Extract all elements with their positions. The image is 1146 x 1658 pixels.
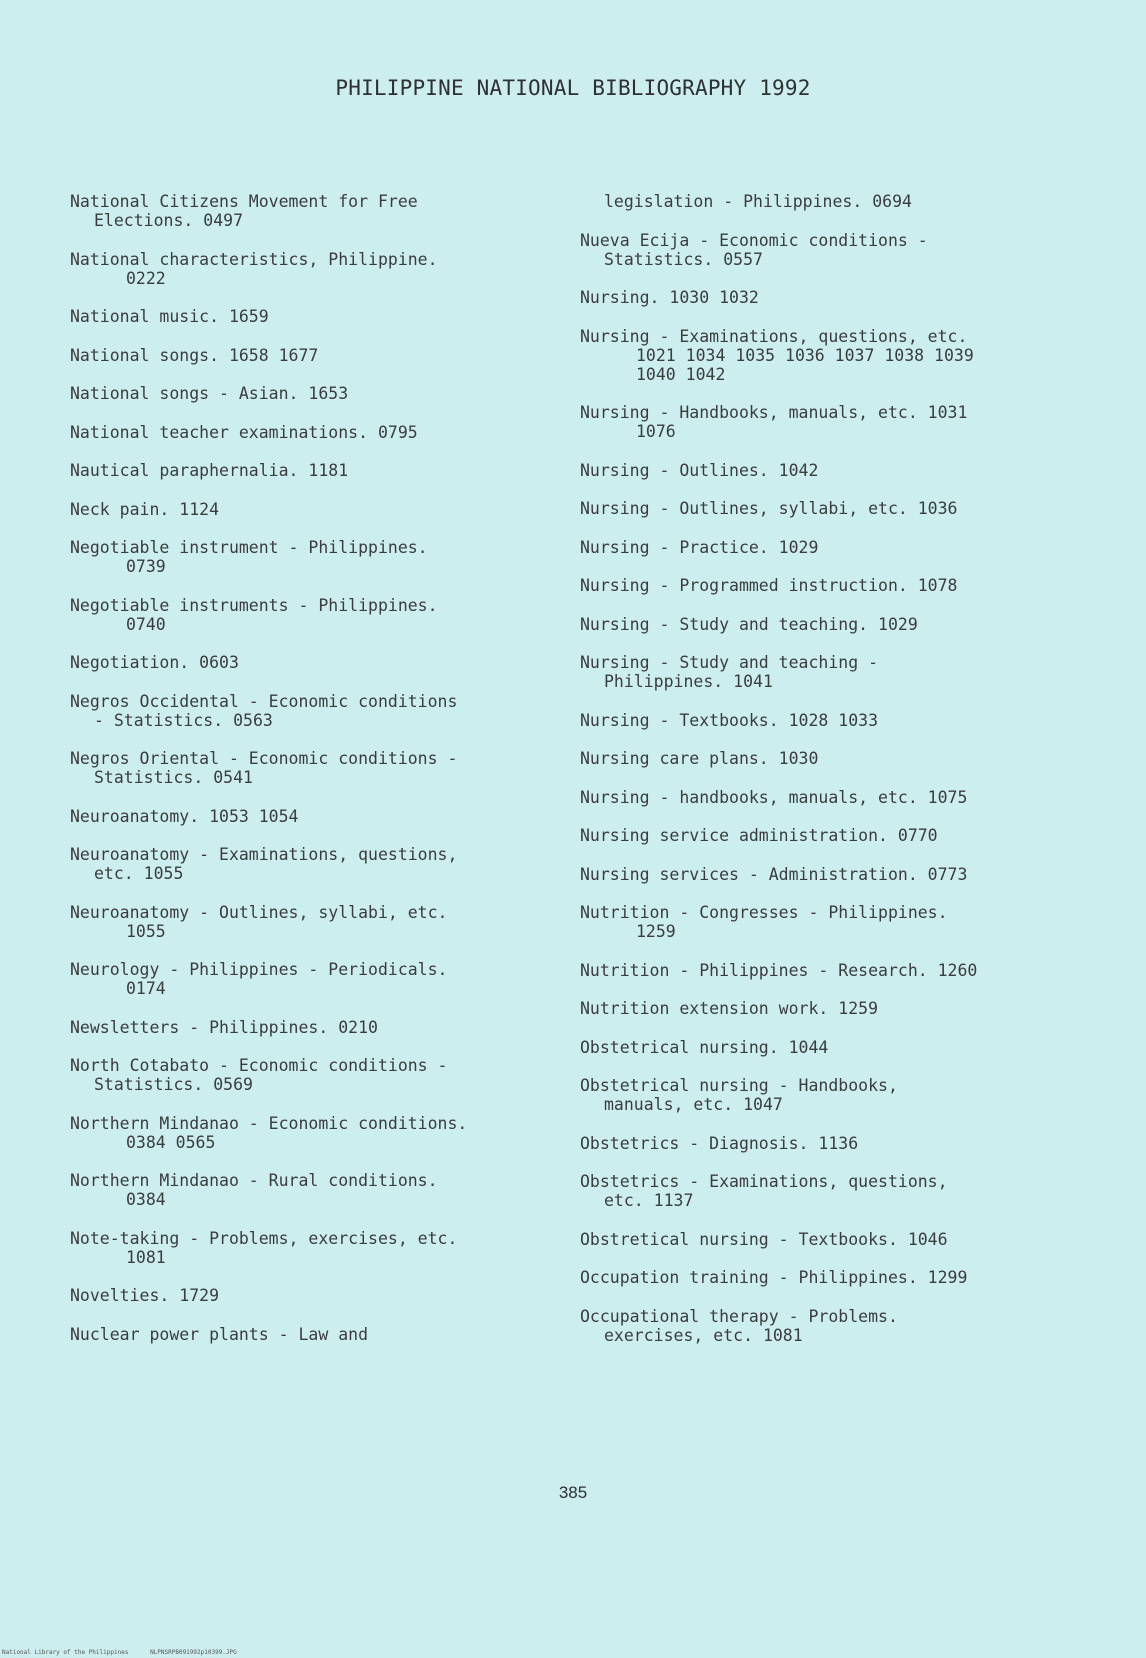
entry-heading: National songs. 1658 1677: [70, 345, 319, 365]
left-column: [70, 192, 540, 1363]
entry-continuation: 0222: [126, 268, 166, 288]
entry-heading: Neuroanatomy. 1053 1054: [70, 806, 299, 826]
entry-heading: Northern Mindanao - Rural conditions.: [70, 1171, 438, 1190]
index-entry: [580, 576, 1060, 595]
entry-heading: Nursing - Textbooks. 1028 1033: [580, 710, 879, 730]
entry-heading: Nursing service administration. 0770: [580, 826, 938, 845]
entry-heading: Nursing - Handbooks, manuals, etc. 1031: [580, 403, 968, 422]
entry-heading: National music. 1659: [70, 307, 269, 326]
entry-heading: Nursing - Examinations, questions, etc.: [580, 326, 968, 346]
entry-heading: National characteristics, Philippine.: [70, 249, 438, 269]
footer-file: NLPNSRPB091992p10399.JPG: [150, 1649, 237, 1656]
index-entry: [580, 538, 1060, 557]
index-entry: [580, 192, 1060, 211]
entry-heading: Neuroanatomy - Outlines, syllabi, etc.: [70, 902, 448, 922]
index-entry: [70, 903, 540, 941]
index-entry: [70, 692, 540, 730]
entry-heading: Negros Oriental - Economic conditions -: [70, 749, 458, 768]
entry-continuation: 1081: [126, 1247, 166, 1267]
entry-continuation: 0384 0565: [126, 1132, 216, 1152]
entry-heading: Nutrition - Philippines - Research. 1260: [580, 960, 978, 980]
index-entry: [580, 1076, 1060, 1114]
page-title: PHILIPPINE NATIONAL BIBLIOGRAPHY 1992: [335, 76, 811, 100]
entry-continuation: exercises, etc. 1081: [604, 1325, 803, 1345]
entry-heading: Nursing - Outlines, syllabi, etc. 1036: [580, 499, 958, 518]
index-entry: [580, 1038, 1060, 1057]
index-entry: [70, 653, 540, 672]
index-entry: [580, 288, 1060, 307]
entry-heading: Nueva Ecija - Economic conditions -: [580, 230, 928, 250]
entry-heading: Negotiable instruments - Philippines.: [70, 595, 438, 615]
footer: [2, 1649, 255, 1656]
index-entry: [70, 250, 540, 288]
entry-heading: Nursing - handbooks, manuals, etc. 1075: [580, 787, 968, 807]
entry-heading: Neurology - Philippines - Periodicals.: [70, 960, 448, 979]
entry-heading: Nursing - Practice. 1029: [580, 537, 819, 557]
entry-heading: Obstetrical nursing. 1044: [580, 1037, 829, 1057]
entry-heading: Negotiation. 0603: [70, 653, 239, 672]
index-entry: [580, 615, 1060, 634]
index-entry: [70, 461, 540, 480]
index-entry: [580, 826, 1060, 845]
right-column: [580, 192, 1060, 1364]
index-entry: [70, 1018, 540, 1037]
index-entry: [70, 807, 540, 826]
index-entry: [70, 384, 540, 403]
entry-heading: National teacher examinations. 0795: [70, 422, 418, 442]
entry-heading: Nursing - Study and teaching -: [580, 653, 879, 672]
index-entry: [580, 788, 1060, 807]
entry-heading: Nutrition extension work. 1259: [580, 999, 879, 1018]
entry-continuation: - Statistics. 0563: [94, 710, 273, 730]
index-entry: [580, 1268, 1060, 1287]
entry-heading: Novelties. 1729: [70, 1286, 220, 1305]
entry-continuation: etc. 1137: [604, 1191, 694, 1210]
entry-heading: Obstetrics - Diagnosis. 1136: [580, 1133, 859, 1153]
index-entry: [580, 403, 1060, 441]
entry-continuation: Statistics. 0557: [604, 249, 763, 269]
entry-heading: Occupational therapy - Problems.: [580, 1306, 898, 1326]
entry-continuation: 0739: [126, 557, 166, 576]
entry-heading: Nautical paraphernalia. 1181: [70, 461, 349, 480]
index-entry: [580, 999, 1060, 1018]
index-entry: [580, 1172, 1060, 1210]
index-entry: [580, 231, 1060, 269]
index-entry: [580, 1134, 1060, 1153]
entry-heading: Nursing. 1030 1032: [580, 288, 759, 307]
entry-continuation: Statistics. 0541: [94, 768, 253, 787]
entry-heading: Occupation training - Philippines. 1299: [580, 1268, 968, 1287]
index-entry: [70, 423, 540, 442]
entry-heading: Nursing - Programmed instruction. 1078: [580, 576, 958, 595]
entry-continuation: 1021 1034 1035 1036 1037 1038 1039 1040 1042: [636, 345, 974, 384]
entry-heading: Nursing services - Administration. 0773: [580, 864, 968, 884]
entry-heading: National songs - Asian. 1653: [70, 384, 349, 403]
index-entry: [580, 653, 1060, 691]
index-entry: [70, 749, 540, 787]
index-entry: [70, 500, 540, 519]
entry-heading: Neck pain. 1124: [70, 499, 220, 519]
entry-heading: Nursing - Outlines. 1042: [580, 460, 819, 480]
entry-heading: Nutrition - Congresses - Philippines.: [580, 903, 948, 922]
entry-heading: Negotiable instrument - Philippines.: [70, 538, 428, 557]
footer-source: National Library of the Philippines: [2, 1649, 129, 1656]
index-entry: [70, 192, 540, 230]
entry-continuation: 1076: [636, 422, 676, 441]
index-entry: [580, 865, 1060, 884]
index-entry: [70, 1325, 540, 1344]
index-entry: [70, 1056, 540, 1094]
index-entry: [580, 327, 1060, 384]
entry-continuation: 1259: [636, 922, 676, 941]
index-entry: [70, 960, 540, 998]
entry-continuation: Statistics. 0569: [94, 1075, 253, 1094]
entry-continuation: etc. 1055: [94, 864, 184, 883]
entry-heading: Obstetrics - Examinations, questions,: [580, 1172, 948, 1191]
entry-heading: Nuclear power plants - Law and: [70, 1324, 369, 1344]
entry-heading: Newsletters - Philippines. 0210: [70, 1017, 378, 1037]
entry-continuation: 0174: [126, 979, 166, 998]
index-entry: [70, 1171, 540, 1209]
entry-continuation: 0384: [126, 1190, 166, 1209]
entry-continuation: Elections. 0497: [94, 211, 244, 230]
entry-heading: Note-taking - Problems, exercises, etc.: [70, 1228, 458, 1248]
index-entry: [580, 461, 1060, 480]
entry-heading: Negros Occidental - Economic conditions: [70, 691, 458, 711]
index-entry: [70, 596, 540, 634]
entry-heading: National Citizens Movement for Free: [70, 192, 418, 211]
index-entry: [580, 1230, 1060, 1249]
entry-continuation: manuals, etc. 1047: [604, 1095, 783, 1114]
index-entry: [580, 961, 1060, 980]
index-entry: [580, 1307, 1060, 1345]
index-entry: [70, 1286, 540, 1305]
index-entry: [580, 749, 1060, 768]
index-entry: [70, 1229, 540, 1267]
entry-heading: North Cotabato - Economic conditions -: [70, 1056, 448, 1075]
index-entry: [70, 538, 540, 576]
index-entry: [580, 903, 1060, 941]
entry-continuation: 1055: [126, 921, 166, 941]
entry-continuation: Philippines. 1041: [604, 672, 773, 691]
entry-heading: Obstretical nursing - Textbooks. 1046: [580, 1229, 948, 1249]
entry-heading: Neuroanatomy - Examinations, questions,: [70, 845, 458, 864]
entry-heading: legislation - Philippines. 0694: [604, 192, 912, 211]
index-entry: [70, 845, 540, 883]
entry-continuation: 0740: [126, 614, 166, 634]
index-entry: [70, 346, 540, 365]
entry-heading: Nursing - Study and teaching. 1029: [580, 614, 918, 634]
entry-heading: Nursing care plans. 1030: [580, 749, 819, 768]
index-entry: [580, 499, 1060, 518]
entry-heading: Obstetrical nursing - Handbooks,: [580, 1076, 898, 1095]
page-number: 385: [558, 1483, 588, 1502]
index-entry: [70, 307, 540, 326]
entry-heading: Northern Mindanao - Economic conditions.: [70, 1113, 468, 1133]
index-entry: [580, 711, 1060, 730]
index-entry: [70, 1114, 540, 1152]
